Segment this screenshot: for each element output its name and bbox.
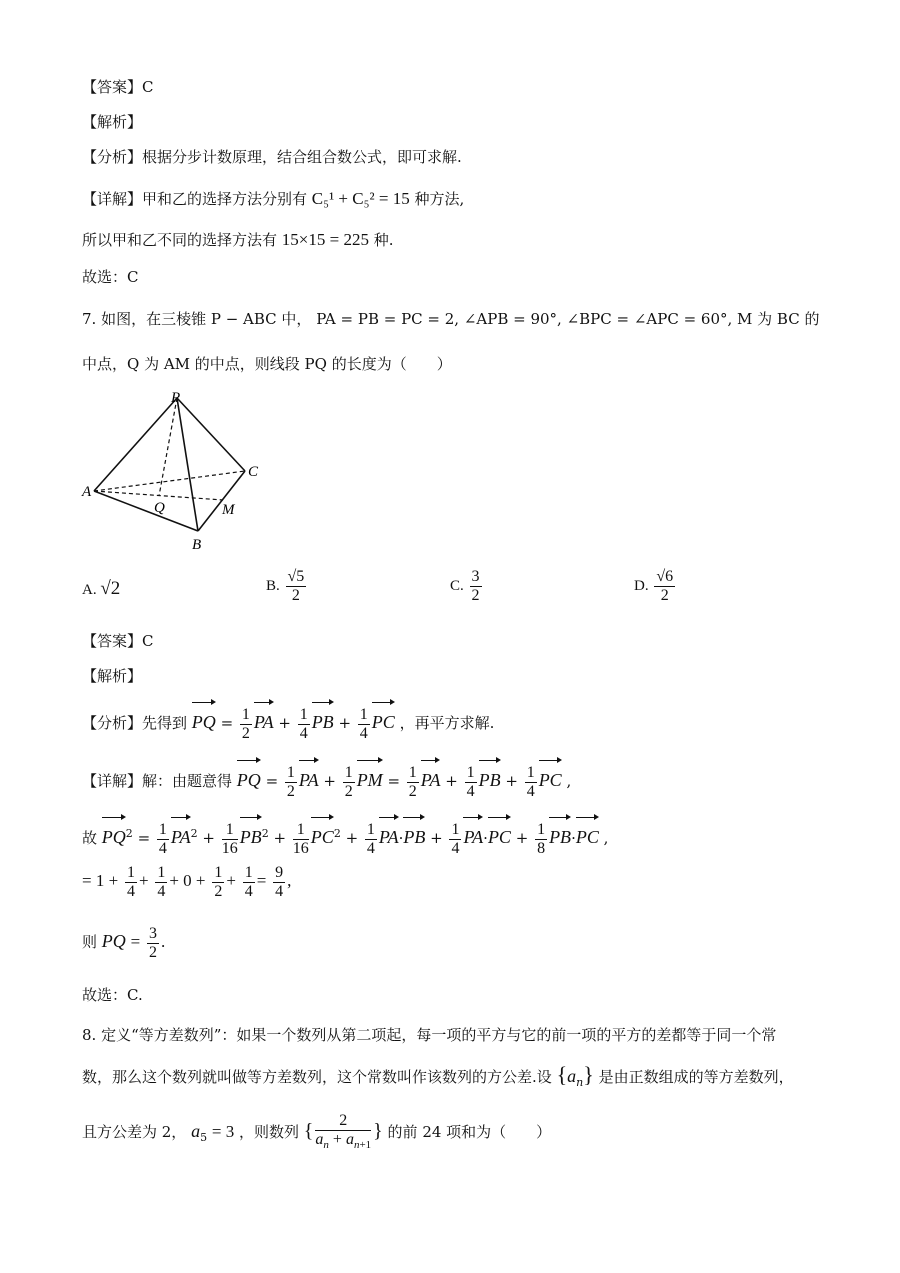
label-B: B: [192, 537, 202, 553]
label-P: P: [171, 390, 181, 406]
label-Q: Q: [154, 500, 165, 516]
label-A: A: [82, 484, 92, 500]
pyramid-figure: [80, 388, 280, 562]
q7-analysis-label: 【解析】: [82, 667, 143, 685]
analysis-label: 【解析】: [82, 113, 143, 131]
option-a: A. √2: [82, 578, 121, 599]
q7-value-line: = 1 + $\frac{1}{4}$ + $\frac{1}{4}$ + 0 + $\frac{1}{2}$ + $\frac{1}{4}$ = $\frac{9}{4}$ ,: [82, 863, 292, 900]
product-formula: 15×15 = 225: [281, 230, 369, 249]
answer-label: 【答案】C: [82, 78, 154, 96]
q7-detail-line: 【详解】解：由题意得 PQ = $\frac{1}{2}$ PA + $\frac{1}{2}$ PM = $\frac{1}{2}$ PA + $\frac{1}{4}$ PB + $\frac{1}{4}$ PC ,: [82, 758, 571, 801]
option-d: D. $\frac{√6}{2}$: [634, 568, 674, 604]
q7-result-line: 则 PQ = $\frac{3}{2}$ .: [82, 924, 166, 961]
combination-formula: C₅¹ + C₅² = 15: [311, 189, 410, 208]
detail-line-2: 所以甲和乙不同的选择方法有 15×15 = 225 种.: [82, 230, 394, 249]
q7-answer-label: 【答案】C: [82, 632, 154, 650]
label-M: M: [222, 502, 235, 518]
q8-line-2: 数，那么这个数列就叫做等方差数列，这个常数叫作该数列的方公差.设 $\{a_n\}$ 是由正数组成的等方差数列，: [82, 1062, 794, 1089]
q7-stem-line-1: 7. 如图，在三棱锥 P − ABC 中， PA = PB = PC = 2, ∠APB = 90°, ∠BPC = ∠APC = 60°, M 为 BC 的: [82, 310, 820, 328]
q7-stem-line-2: 中点，Q 为 AM 的中点，则线段 PQ 的长度为（ ）: [82, 355, 452, 373]
detail-line-1: 【详解】甲和乙的选择方法分别有 C₅¹ + C₅² = 15 种方法,: [82, 189, 465, 208]
analysis-text: 【分析】根据分步计数原理，结合组合数公式，即可求解.: [82, 148, 462, 166]
q8-line-3: 且方公差为 2， $a_5 = 3$ ，则数列 { $\frac{2}{a_n + a_{n+1}}$ } 的前 24 项和为（ ）: [82, 1111, 552, 1152]
choose-line: 故选：C: [82, 268, 139, 286]
q7-choose-line: 故选：C.: [82, 986, 143, 1004]
q8-line-1: 8. 定义“等方差数列”：如果一个数列从第二项起，每一项的平方与它的前一项的平方的差都等于同一个常: [82, 1026, 777, 1044]
option-c: C. $\frac{3}{2}$: [450, 568, 480, 604]
q7-analysis-line: 【分析】先得到 PQ = $\frac{1}{2}$ PA + $\frac{1}{4}$ PB + $\frac{1}{4}$ PC ，再平方求解.: [82, 700, 494, 743]
label-C: C: [248, 464, 259, 480]
option-b: B. $\frac{√5}{2}$: [266, 568, 305, 604]
q7-square-line: 故 $PQ^2$ = $\frac{1}{4}$ $PA^2$ + $\frac{1}{16}$ $PB^2$ + $\frac{1}{16}$ $PC^2$ + $\frac{1}{4}$ PA·PB + $\frac{1}{4}$ PA·PC + $\frac{1}{8}$ PB·PC ,: [82, 815, 608, 858]
